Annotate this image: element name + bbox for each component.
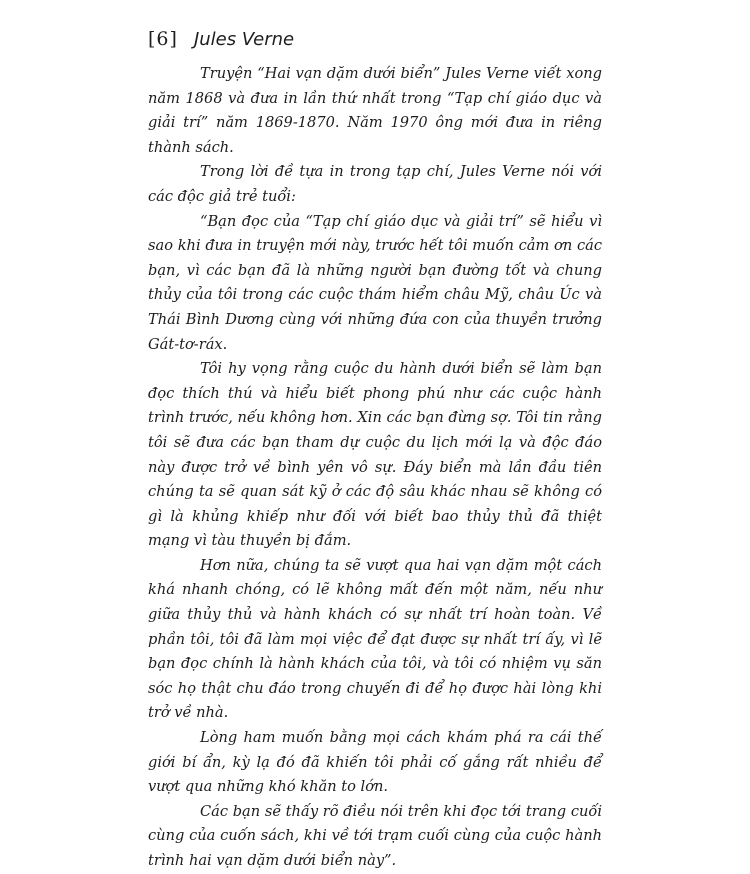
paragraph: Hơn nữa, chúng ta sẽ vượt qua hai vạn dặm một cách khá nhanh chóng, có lẽ không mất đến một năm, nếu như giữa thủy thủ và hành khách có sự nhất trí hoàn toàn. Về phần tôi, tôi đã làm mọi việc để đạt được sự nhất trí ấy, vì lẽ bạn đọc chính là hành khách của tôi, và tôi có nhiệm vụ săn sóc họ thật chu đáo trong chuyến đi để họ được hài lòng khi trở về nhà. [148, 556, 602, 722]
body-text [148, 62, 602, 874]
paragraph: Tôi hy vọng rằng cuộc du hành dưới biển sẽ làm bạn đọc thích thú và hiểu biết phong phú như các cuộc hành trình trước, nếu không hơn. Xin các bạn đừng sợ. Tôi tin rằng tôi sẽ đưa các bạn tham dự cuộc du lịch mới lạ và độc đáo này được trở về bình yên vô sự. Đáy biển mà lần đầu tiên chúng ta sẽ quan sát kỹ ở các độ sâu khác nhau sẽ không có gì là khủng khiếp như đối với biết bao thủy thủ đã thiệt mạng vì tàu thuyền bị đắm. [148, 360, 602, 550]
paragraph: Các bạn sẽ thấy rõ điều nói trên khi đọc tới trang cuối cùng của cuốn sách, khi về tới trạm cuối cùng của cuộc hành trình hai vạn dặm dưới biển này”. [148, 802, 602, 869]
running-header [148, 28, 294, 50]
paragraph: Trong lời đề tựa in trong tạp chí, Jules Verne nói với các độc giả trẻ tuổi: [148, 163, 602, 205]
paragraph: “Bạn đọc của “Tạp chí giáo dục và giải trí” sẽ hiểu vì sao khi đưa in truyện mới này, trước hết tôi muốn cảm ơn các bạn, vì các bạn đã là những người bạn đường tốt và chung thủy của tôi trong các cuộc thám hiểm châu Mỹ, châu Úc và Thái Bình Dương cùng với những đứa con của thuyền trưởng Gát-tơ-ráx. [148, 212, 602, 353]
paragraph: Lòng ham muốn bằng mọi cách khám phá ra cái thế giới bí ẩn, kỳ lạ đó đã khiến tôi phải cố gắng rất nhiều để vượt qua những khó khăn to lớn. [148, 729, 602, 796]
running-header-author: Jules Verne [193, 29, 295, 50]
paragraph: Truyện “Hai vạn dặm dưới biển” Jules Verne viết xong năm 1868 và đưa in lần thứ nhất trong “Tạp chí giáo dục và giải trí” năm 1869-1870. Năm 1970 ông mới đưa in riêng thành sách. [148, 65, 602, 156]
page-number: [6] [148, 28, 178, 50]
